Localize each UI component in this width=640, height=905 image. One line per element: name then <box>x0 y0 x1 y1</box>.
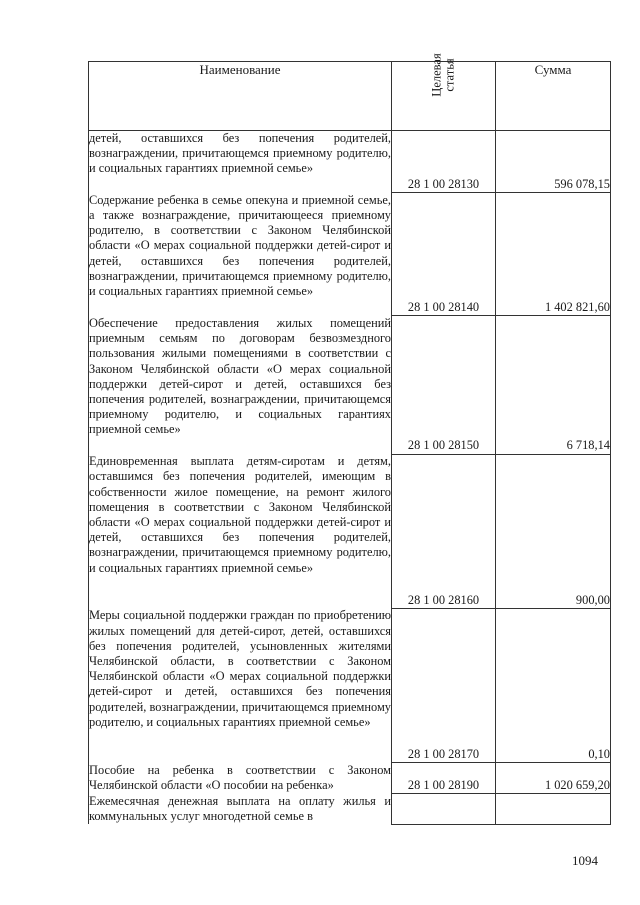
row-name <box>89 131 392 193</box>
row-name <box>89 193 392 316</box>
row-code <box>392 794 496 824</box>
row-sum-text: 1 402 821,60 <box>544 300 610 315</box>
row-sum <box>496 454 611 608</box>
row-code <box>392 316 496 454</box>
row-name-text: Единовременная выплата детям-сиротам и детям, оставшимся без попечения родителей, имеющим в собственности жилое помещение, на ремонт жилого помещения в соответствии с Законом Челябинской области «О мерах социальной поддержки детей-сирот и детей, оставшихся без попечения родителей, вознаграждении, причитающемся приемному родителю, и социальных гарантиях приемной семье» <box>89 454 391 575</box>
table-row <box>89 608 611 762</box>
row-sum-text: 6 718,14 <box>566 438 610 453</box>
header-article-line1: Целевая <box>429 53 444 97</box>
header-name: Наименование <box>89 62 392 131</box>
row-name-text: детей, оставшихся без попечения родителей, вознаграждении, причитающемся приемному родителю, и социальных гарантиях приемной семье» <box>89 131 391 176</box>
row-sum-text: 900,00 <box>575 592 610 607</box>
row-sum-text: 1 020 659,20 <box>544 778 610 793</box>
row-name <box>89 454 392 608</box>
row-code-text: 28 1 00 28160 <box>407 592 480 607</box>
row-name-text: Меры социальной поддержки граждан по приобретению жилых помещений для детей-сирот, детей, оставшихся без попечения родителей, усыновленных жителями Челябинской области, в соответствии с Законом Челябинской области «О мерах социальной поддержки детей-сирот и детей, оставшихся без попечения родителей, вознаграждении, причитающемся приемному родителю, и социальных гарантиях приемной семье» <box>89 608 391 729</box>
table-header-row <box>89 62 611 131</box>
row-name <box>89 763 392 794</box>
row-name <box>89 794 392 824</box>
row-code-text: 28 1 00 28170 <box>407 746 480 761</box>
table-row <box>89 193 611 316</box>
table-row <box>89 763 611 794</box>
table-row <box>89 794 611 824</box>
table-row <box>89 131 611 193</box>
row-code-text: 28 1 00 28140 <box>407 300 480 315</box>
row-sum <box>496 608 611 762</box>
table-row <box>89 316 611 454</box>
row-code <box>392 763 496 794</box>
row-name-text: Пособие на ребенка в соответствии с Законом Челябинской области «О пособии на ребенка» <box>89 762 391 792</box>
row-sum <box>496 131 611 193</box>
table-row <box>89 454 611 608</box>
row-sum <box>496 763 611 794</box>
header-article-line2: статья <box>442 58 457 92</box>
row-sum <box>496 794 611 824</box>
row-sum-text: 596 078,15 <box>554 177 610 191</box>
header-article <box>392 53 496 131</box>
row-code <box>392 193 496 316</box>
row-code-text: 28 1 00 28150 <box>407 438 480 453</box>
row-code-text: 28 1 00 28190 <box>407 778 480 793</box>
row-name-text: Ежемесячная денежная выплата на оплату жилья и коммунальных услуг многодетной семье в <box>89 793 391 823</box>
row-name-text: Обеспечение предоставления жилых помещений приемным семьям по договорам безвозмездного пользования жилыми помещениями в соответствии с Законом Челябинской области «О мерах социальной поддержки детей-сирот и детей, оставшихся без попечения родителей, вознаграждении, причитающемся приемному родителю, и социальных гарантиях приемной семье» <box>89 315 391 437</box>
row-sum <box>496 316 611 454</box>
row-code-text: 28 1 00 28130 <box>407 177 480 191</box>
row-sum-text: 0,10 <box>588 746 610 761</box>
row-sum <box>496 193 611 316</box>
row-name <box>89 608 392 762</box>
header-sum: Сумма <box>496 62 611 131</box>
row-name-text: Содержание ребенка в семье опекуна и приемной семье, а также вознаграждение, причитающееся приемному родителю, в соответствии с Законом Челябинской области «О мерах социальной поддержки детей-сирот и детей, оставшихся без попечения родителей, вознаграждении, причитающемся приемному родителю, и социальных гарантиях приемной семье» <box>89 192 391 298</box>
row-code <box>392 608 496 762</box>
budget-table <box>88 53 611 825</box>
row-name <box>89 316 392 454</box>
page-number: 1094 <box>572 853 598 868</box>
header-article-label <box>431 53 457 96</box>
row-code <box>392 454 496 608</box>
row-code <box>392 131 496 193</box>
